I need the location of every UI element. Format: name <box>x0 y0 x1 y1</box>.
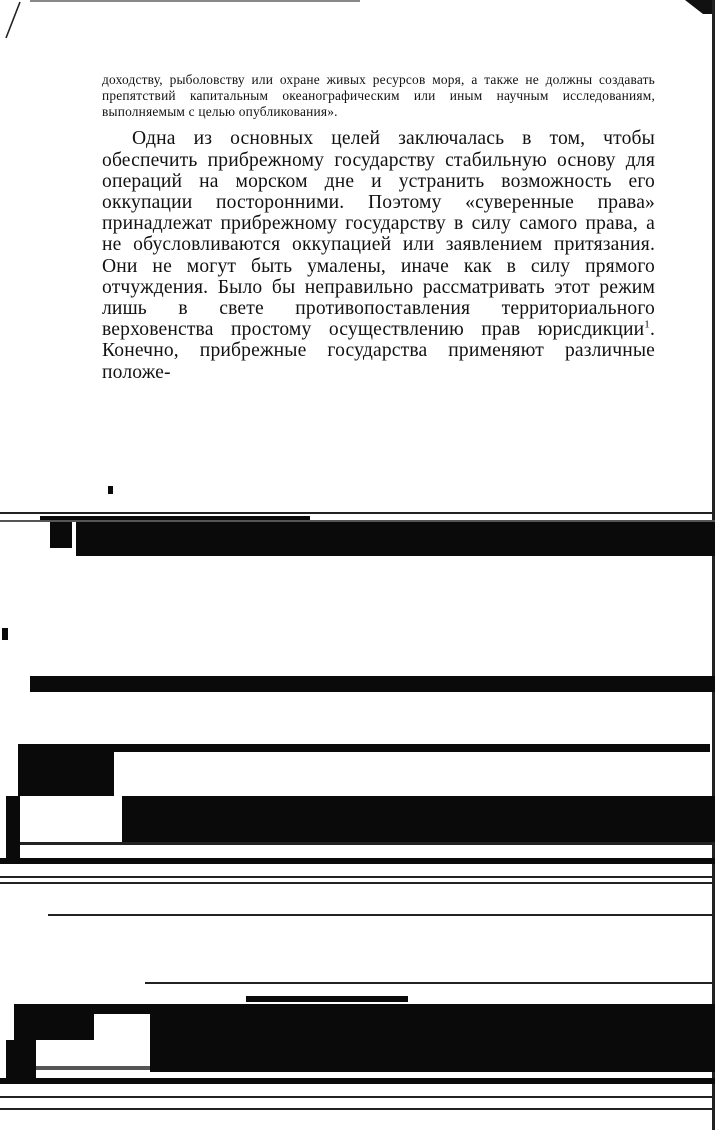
main-paragraph-text: Одна из основных целей заключалась в том, чтобы обеспечить прибрежному государству стабильную основу для операций на морском дне и устранить возможность его оккупации посторонними. Поэтому «суверенные права» принадлежат прибрежному государству в силу самого права, а не обусловливаются оккупацией или заявлением притязания. Они не могут быть умалены, иначе как в силу прямого отчуждения. Было бы неправильно рассматривать этот режим лишь в свете противопоставления территориального верховенства простому осуществлению прав юрисдикции <box>102 128 655 341</box>
main-paragraph <box>102 128 655 381</box>
main-paragraph-clip <box>102 119 655 381</box>
text-block <box>102 72 655 381</box>
corner-scan-mark <box>2 0 26 40</box>
footnote-continuation: доходству, рыболовству или охране живых ресурсов моря, а также не должны создавать препятствий капитальным океанографическим или иным научным исследованиям, выполняемым с целью опубликования». <box>102 72 655 119</box>
top-right-scan-artifact <box>685 0 715 14</box>
top-scan-line <box>30 0 360 2</box>
footnote-reference: 1 <box>644 318 650 331</box>
main-paragraph-tail: . Конечно, прибрежные государства применяют различные положе- <box>102 319 655 382</box>
